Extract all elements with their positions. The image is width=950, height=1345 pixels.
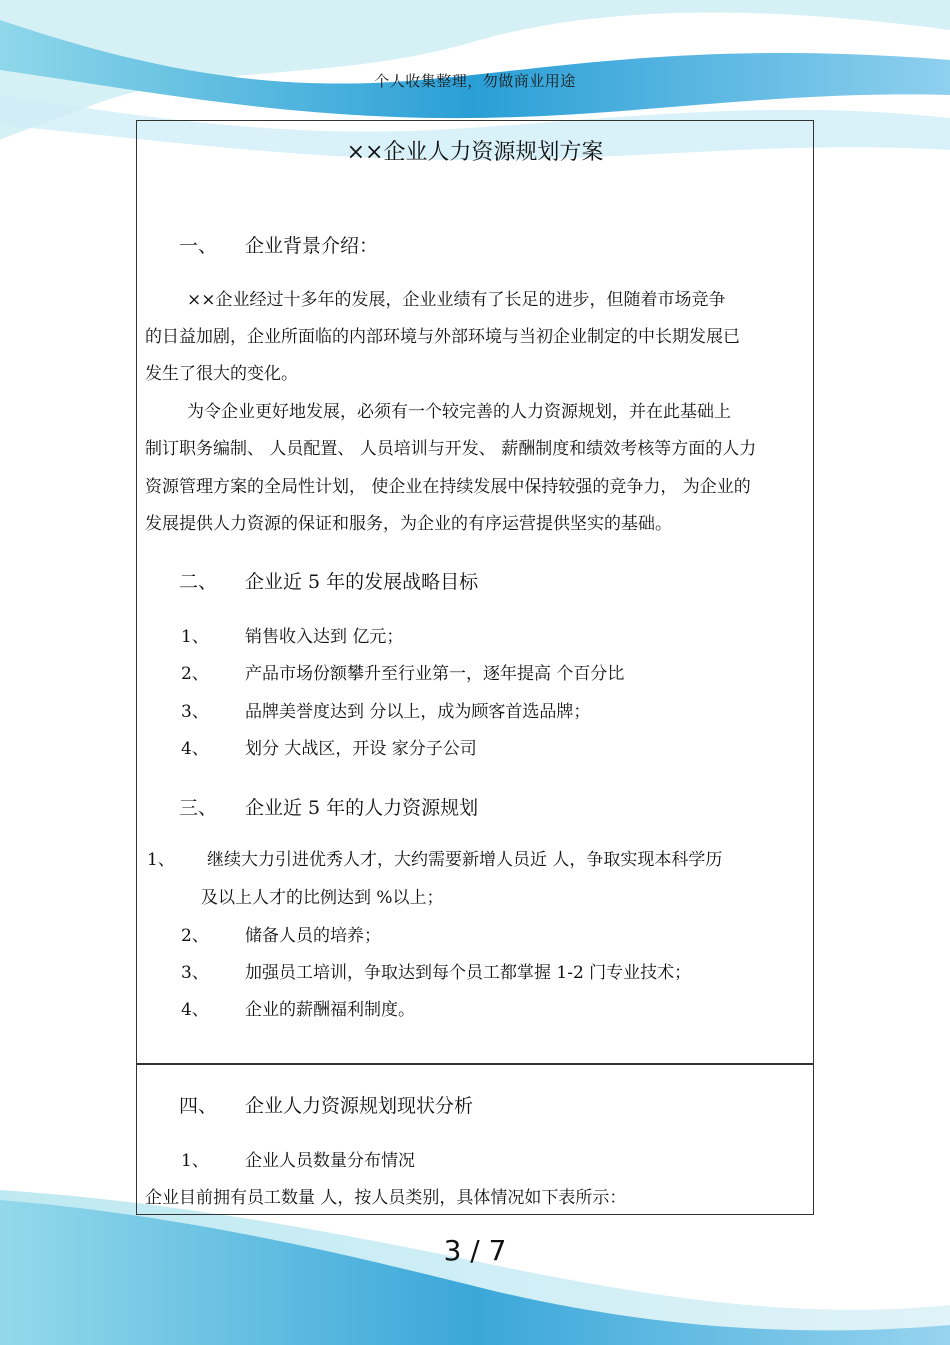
- watermark-text: 个人收集整理，勿做商业用途: [374, 72, 576, 90]
- section3-heading: [179, 797, 478, 819]
- section-title: 企业近 5 年的发展战略目标: [245, 571, 479, 593]
- item-number: 4、: [181, 1000, 209, 1020]
- section-number: 三、: [179, 797, 218, 819]
- document-title: ××企业人力资源规划方案: [346, 140, 604, 165]
- item-number: 1、: [147, 850, 175, 870]
- list-item-continuation: 及以上人才的比例达到 %以上；: [201, 888, 444, 908]
- paragraph-line: 制订职务编制、 人员配置、 人员培训与开发、 薪酬制度和绩效考核等方面的人力: [145, 439, 757, 459]
- section-title: 企业人力资源规划现状分析: [245, 1095, 474, 1117]
- list-item: [181, 1150, 415, 1172]
- item-number: 3、: [181, 963, 209, 983]
- content-frame-bottom: [136, 1063, 814, 1215]
- section4-heading: [179, 1095, 473, 1117]
- list-item: [181, 925, 381, 947]
- section-title: 企业背景介绍：: [245, 235, 379, 257]
- list-item: [181, 626, 403, 648]
- paragraph-line: 为令企业更好地发展，必须有一个较完善的人力资源规划，并在此基础上: [187, 402, 731, 422]
- paragraph-line: 企业目前拥有员工数量 人，按人员类别，具体情况如下表所示：: [145, 1188, 627, 1208]
- item-number: 1、: [181, 627, 209, 647]
- item-text: 产品市场份额攀升至行业第一，逐年提高 个百分比: [245, 664, 625, 684]
- paragraph-line: 发展提供人力资源的保证和服务，为企业的有序运营提供坚实的基础。: [145, 514, 672, 534]
- list-item: [181, 663, 624, 685]
- paragraph-line: 发生了很大的变化。: [145, 364, 298, 384]
- page-number: 3 / 7: [443, 1234, 507, 1267]
- list-item: [181, 962, 691, 984]
- item-number: 4、: [181, 739, 209, 759]
- item-number: 2、: [181, 664, 209, 684]
- item-text: 企业人员数量分布情况: [245, 1151, 415, 1171]
- item-text: 加强员工培训，争取达到每个员工都掌握 1-2 门专业技术；: [245, 963, 692, 983]
- item-text: 划分 大战区，开设 家分子公司: [245, 739, 477, 759]
- paragraph-line: 的日益加剧，企业所面临的内部环境与外部环境与当初企业制定的中长期发展已: [145, 327, 740, 347]
- item-number: 1、: [181, 1151, 209, 1171]
- list-item: [181, 701, 590, 723]
- section-number: 一、: [179, 235, 218, 257]
- paragraph-line: 资源管理方案的全局性计划， 使企业在持续发展中保持较强的竞争力， 为企业的: [145, 477, 751, 497]
- list-item: [181, 999, 415, 1021]
- list-item: [181, 738, 477, 760]
- item-text: 企业的薪酬福利制度。: [245, 1000, 415, 1020]
- content-frame-top: [136, 120, 814, 1065]
- list-item: [147, 849, 722, 871]
- item-text: 品牌美誉度达到 分以上，成为顾客首选品牌；: [245, 702, 591, 722]
- item-text: 销售收入达到 亿元；: [245, 627, 404, 647]
- paragraph-line: ××企业经过十多年的发展，企业业绩有了长足的进步，但随着市场竞争: [187, 290, 726, 310]
- section1-heading: [179, 235, 378, 257]
- section-number: 二、: [179, 571, 218, 593]
- item-number: 3、: [181, 702, 209, 722]
- item-text: 继续大力引进优秀人才，大约需要新增人员近 人，争取实现本科学历: [207, 850, 723, 870]
- item-text: 储备人员的培养；: [245, 926, 381, 946]
- section-number: 四、: [179, 1095, 218, 1117]
- item-number: 2、: [181, 926, 209, 946]
- section-title: 企业近 5 年的人力资源规划: [245, 797, 479, 819]
- section2-heading: [179, 571, 478, 593]
